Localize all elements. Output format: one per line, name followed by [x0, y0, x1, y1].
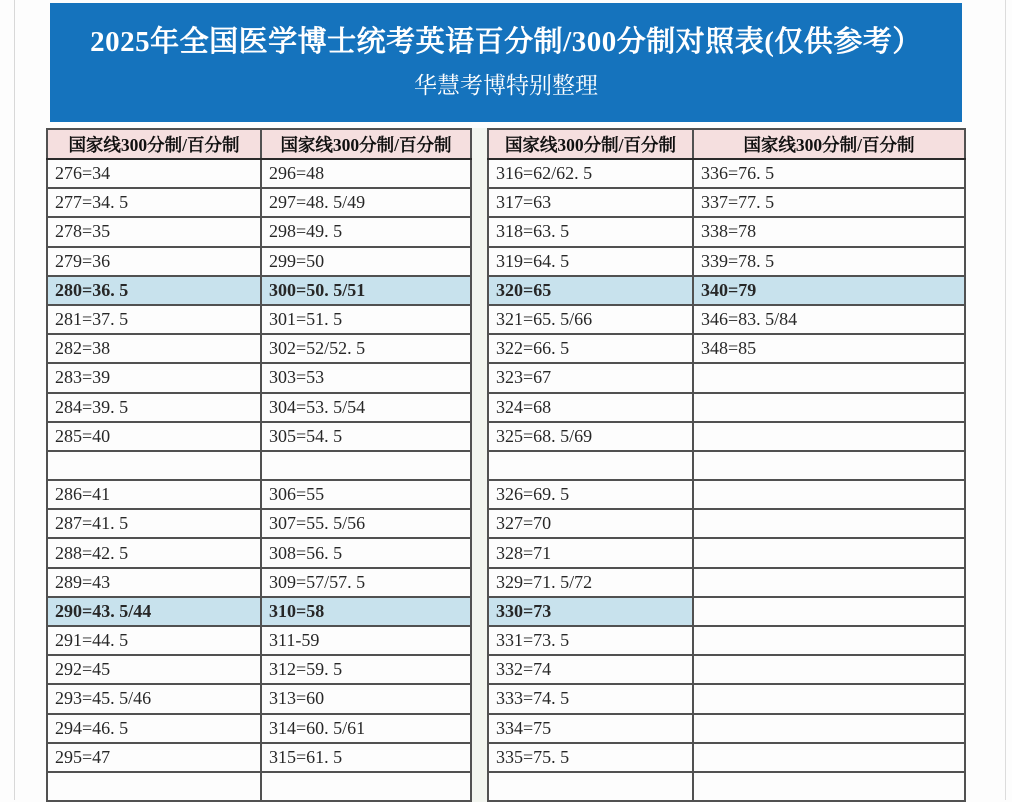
score-cell: 302=52/52. 5: [261, 334, 471, 363]
score-cell: 320=65: [488, 276, 693, 305]
score-cell: 330=73: [488, 597, 693, 626]
table-row: [488, 159, 965, 188]
score-cell: 277=34. 5: [47, 188, 261, 217]
table-row: [488, 568, 965, 597]
page-subtitle: 华慧考博特别整理: [414, 73, 598, 99]
score-cell: 318=63. 5: [488, 217, 693, 246]
score-cell: 285=40: [47, 422, 261, 451]
table-row: [47, 597, 471, 626]
table-row: [47, 334, 471, 363]
header-row: [488, 129, 965, 159]
score-cell: 291=44. 5: [47, 626, 261, 655]
score-cell: [693, 363, 965, 392]
score-cell: 286=41: [47, 480, 261, 509]
table-row: [47, 422, 471, 451]
score-cell: 283=39: [47, 363, 261, 392]
score-cell: 276=34: [47, 159, 261, 188]
score-cell: [693, 422, 965, 451]
table-row: [488, 480, 965, 509]
score-cell: 335=75. 5: [488, 743, 693, 772]
score-cell: 323=67: [488, 363, 693, 392]
score-cell: 313=60: [261, 684, 471, 713]
table-row: [488, 597, 965, 626]
table-row: [47, 276, 471, 305]
score-cell: 346=83. 5/84: [693, 305, 965, 334]
score-cell: 326=69. 5: [488, 480, 693, 509]
score-cell: 298=49. 5: [261, 217, 471, 246]
table-row: [47, 305, 471, 334]
score-cell: 300=50. 5/51: [261, 276, 471, 305]
score-cell: 306=55: [261, 480, 471, 509]
score-cell: 339=78. 5: [693, 247, 965, 276]
score-cell: 304=53. 5/54: [261, 393, 471, 422]
score-cell: 303=53: [261, 363, 471, 392]
table-row: [488, 451, 965, 480]
score-cell: 325=68. 5/69: [488, 422, 693, 451]
score-cell: 297=48. 5/49: [261, 188, 471, 217]
score-cell: [693, 626, 965, 655]
table-row: [47, 714, 471, 743]
table-row: [488, 217, 965, 246]
score-cell: 309=57/57. 5: [261, 568, 471, 597]
table-row: [47, 480, 471, 509]
table-row: [488, 393, 965, 422]
score-cell: [693, 743, 965, 772]
table-row: [488, 684, 965, 713]
table-row: [488, 247, 965, 276]
table-row: [47, 188, 471, 217]
table-row: [488, 276, 965, 305]
table-row: [47, 538, 471, 567]
table-row: [488, 188, 965, 217]
column-header: 国家线300分制/百分制: [693, 129, 965, 159]
score-cell: 281=37. 5: [47, 305, 261, 334]
table-left-half: [46, 128, 472, 802]
score-cell: [693, 597, 965, 626]
table-row: [488, 334, 965, 363]
column-header: 国家线300分制/百分制: [47, 129, 261, 159]
score-cell: [261, 451, 471, 480]
score-cell: [693, 714, 965, 743]
table-right-half: [487, 128, 966, 802]
score-cell: [488, 451, 693, 480]
score-cell: 321=65. 5/66: [488, 305, 693, 334]
score-cell: 319=64. 5: [488, 247, 693, 276]
score-cell: 322=66. 5: [488, 334, 693, 363]
score-cell: 308=56. 5: [261, 538, 471, 567]
table-row: [47, 743, 471, 772]
table-row: [47, 217, 471, 246]
score-cell: 348=85: [693, 334, 965, 363]
score-cell: 301=51. 5: [261, 305, 471, 334]
table-row: [47, 393, 471, 422]
table-row: [488, 714, 965, 743]
score-cell: [693, 480, 965, 509]
score-cell: 307=55. 5/56: [261, 509, 471, 538]
score-cell: 280=36. 5: [47, 276, 261, 305]
score-cell: 314=60. 5/61: [261, 714, 471, 743]
score-cell: 340=79: [693, 276, 965, 305]
score-cell: 336=76. 5: [693, 159, 965, 188]
score-cell: 294=46. 5: [47, 714, 261, 743]
score-cell: 288=42. 5: [47, 538, 261, 567]
score-cell: [693, 393, 965, 422]
table-row: [47, 655, 471, 684]
table-row: [47, 363, 471, 392]
score-cell: 287=41. 5: [47, 509, 261, 538]
score-cell: 293=45. 5/46: [47, 684, 261, 713]
table-row: [488, 305, 965, 334]
score-cell: [693, 538, 965, 567]
score-cell: 329=71. 5/72: [488, 568, 693, 597]
score-cell: 290=43. 5/44: [47, 597, 261, 626]
table-row: [488, 772, 965, 801]
title-block: [50, 3, 962, 122]
score-cell: [693, 451, 965, 480]
score-cell: 331=73. 5: [488, 626, 693, 655]
conversion-table: [46, 128, 962, 802]
score-cell: 312=59. 5: [261, 655, 471, 684]
score-cell: 327=70: [488, 509, 693, 538]
score-cell: 310=58: [261, 597, 471, 626]
table-row: [47, 772, 471, 801]
score-cell: 317=63: [488, 188, 693, 217]
score-cell: 295=47: [47, 743, 261, 772]
column-header: 国家线300分制/百分制: [261, 129, 471, 159]
score-cell: [488, 772, 693, 801]
page-edge-right: [1005, 0, 1006, 800]
score-cell: [693, 772, 965, 801]
table-row: [47, 451, 471, 480]
score-cell: 333=74. 5: [488, 684, 693, 713]
score-cell: [693, 684, 965, 713]
score-cell: [693, 655, 965, 684]
table-row: [47, 626, 471, 655]
score-cell: 315=61. 5: [261, 743, 471, 772]
table-halves-gap: [472, 128, 487, 802]
table-row: [47, 509, 471, 538]
score-cell: 334=75: [488, 714, 693, 743]
table-row: [488, 626, 965, 655]
score-cell: 289=43: [47, 568, 261, 597]
score-cell: 279=36: [47, 247, 261, 276]
score-cell: 284=39. 5: [47, 393, 261, 422]
table-row: [488, 363, 965, 392]
score-cell: 332=74: [488, 655, 693, 684]
score-cell: [47, 451, 261, 480]
score-cell: 316=62/62. 5: [488, 159, 693, 188]
score-cell: [693, 568, 965, 597]
score-cell: 338=78: [693, 217, 965, 246]
score-cell: 292=45: [47, 655, 261, 684]
table-row: [488, 422, 965, 451]
score-cell: 337=77. 5: [693, 188, 965, 217]
header-row: [47, 129, 471, 159]
table-row: [47, 159, 471, 188]
page-edge-left: [14, 0, 15, 800]
table-row: [488, 743, 965, 772]
table-row: [488, 509, 965, 538]
page-title: 2025年全国医学博士统考英语百分制/300分制对照表(仅供参考）: [90, 25, 922, 58]
score-cell: [261, 772, 471, 801]
table-row: [47, 568, 471, 597]
score-cell: 278=35: [47, 217, 261, 246]
score-cell: 299=50: [261, 247, 471, 276]
table-row: [488, 655, 965, 684]
score-cell: [47, 772, 261, 801]
score-cell: 328=71: [488, 538, 693, 567]
score-cell: 324=68: [488, 393, 693, 422]
table-row: [488, 538, 965, 567]
column-header: 国家线300分制/百分制: [488, 129, 693, 159]
score-cell: 305=54. 5: [261, 422, 471, 451]
score-cell: 296=48: [261, 159, 471, 188]
score-cell: [693, 509, 965, 538]
score-cell: 311-59: [261, 626, 471, 655]
table-row: [47, 684, 471, 713]
table-row: [47, 247, 471, 276]
score-cell: 282=38: [47, 334, 261, 363]
